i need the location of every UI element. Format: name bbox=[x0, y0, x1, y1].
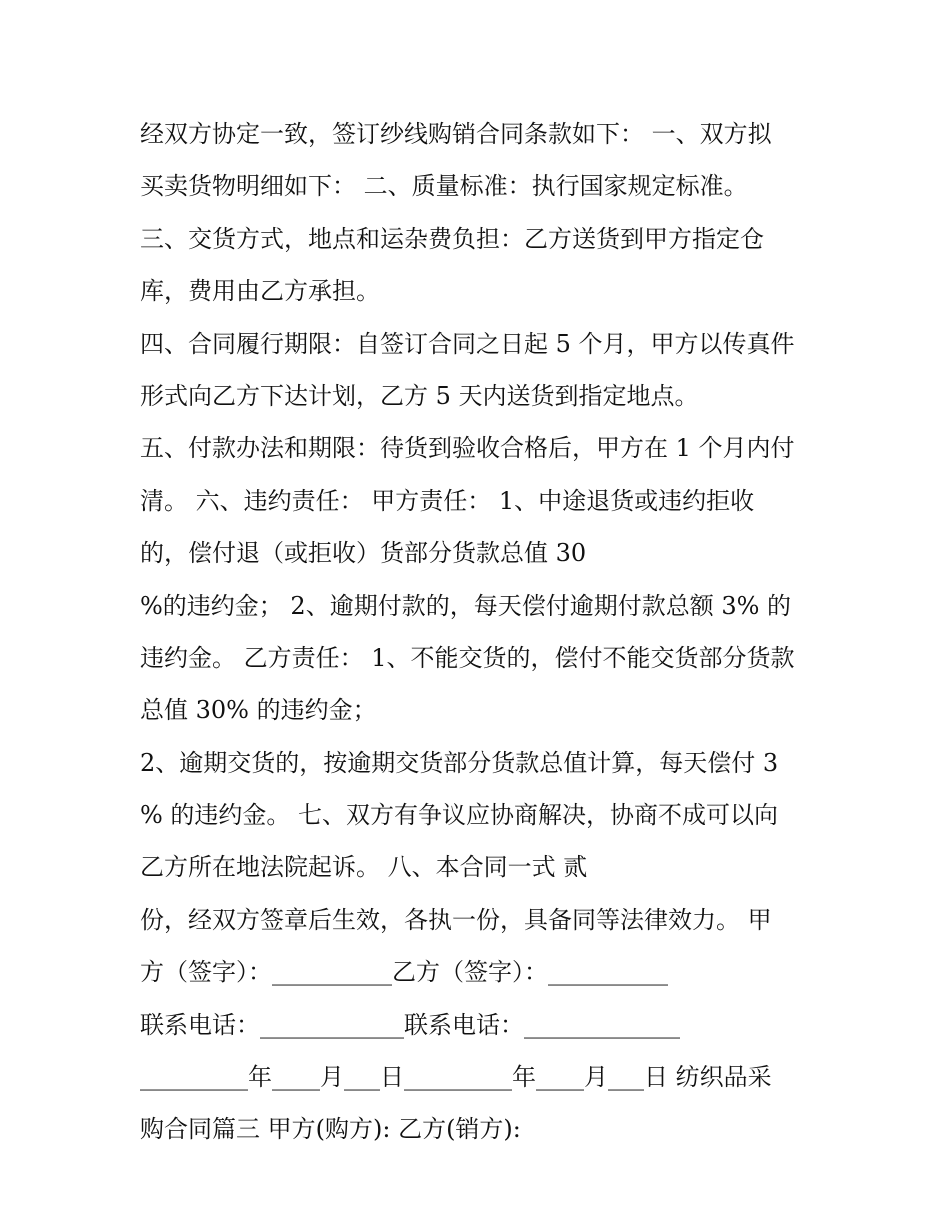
text-line: 买卖货物明细如下： 二、质量标准：执行国家规定标准。 bbox=[140, 172, 748, 201]
text-line: 形式向乙方下达计划，乙方 5 天内送货到指定地点。 bbox=[140, 381, 699, 410]
text-line: 2、逾期交货的，按逾期交货部分货款总值计算，每天偿付 3 bbox=[140, 748, 779, 777]
text-line: 购合同篇三 甲方(购方): 乙方(销方): bbox=[140, 1115, 521, 1144]
phone-line: 联系电话：____________联系电话：_____________ bbox=[140, 1010, 680, 1039]
text-line: 库，费用由乙方承担。 bbox=[140, 277, 380, 306]
text-line: 份，经双方签章后生效，各执一份，具备同等法律效力。 甲 bbox=[140, 905, 772, 934]
text-line: %的违约金； 2、逾期付款的，每天偿付逾期付款总额 3% 的 bbox=[140, 591, 792, 620]
date-line: _________年____月___日_________年____月___日 纺织品采 bbox=[140, 1063, 772, 1092]
text-line: 违约金。 乙方责任： 1、不能交货的，偿付不能交货部分货款 bbox=[140, 643, 795, 672]
text-line: 经双方协定一致，签订纱线购销合同条款如下： 一、双方拟 bbox=[140, 120, 772, 148]
text-line: 三、交货方式，地点和运杂费负担：乙方送货到甲方指定仓 bbox=[140, 224, 764, 253]
contract-text bbox=[140, 108, 840, 1156]
text-line: 五、付款办法和期限：待货到验收合格后，甲方在 1 个月内付 bbox=[140, 434, 795, 463]
text-line: % 的违约金。 七、双方有争议应协商解决，协商不成可以向 bbox=[140, 801, 779, 830]
text-line: 四、合同履行期限：自签订合同之日起 5 个月，甲方以传真件 bbox=[140, 329, 795, 358]
signature-line: 方（签字）：__________乙方（签字）：__________ bbox=[140, 958, 668, 987]
text-line: 乙方所在地法院起诉。 八、本合同一式 贰 bbox=[140, 853, 588, 882]
text-line: 的，偿付退（或拒收）货部分货款总值 30 bbox=[140, 539, 587, 568]
text-line: 总值 30% 的违约金； bbox=[140, 696, 377, 725]
text-line: 清。 六、违约责任： 甲方责任： 1、中途退货或违约拒收 bbox=[140, 486, 755, 515]
